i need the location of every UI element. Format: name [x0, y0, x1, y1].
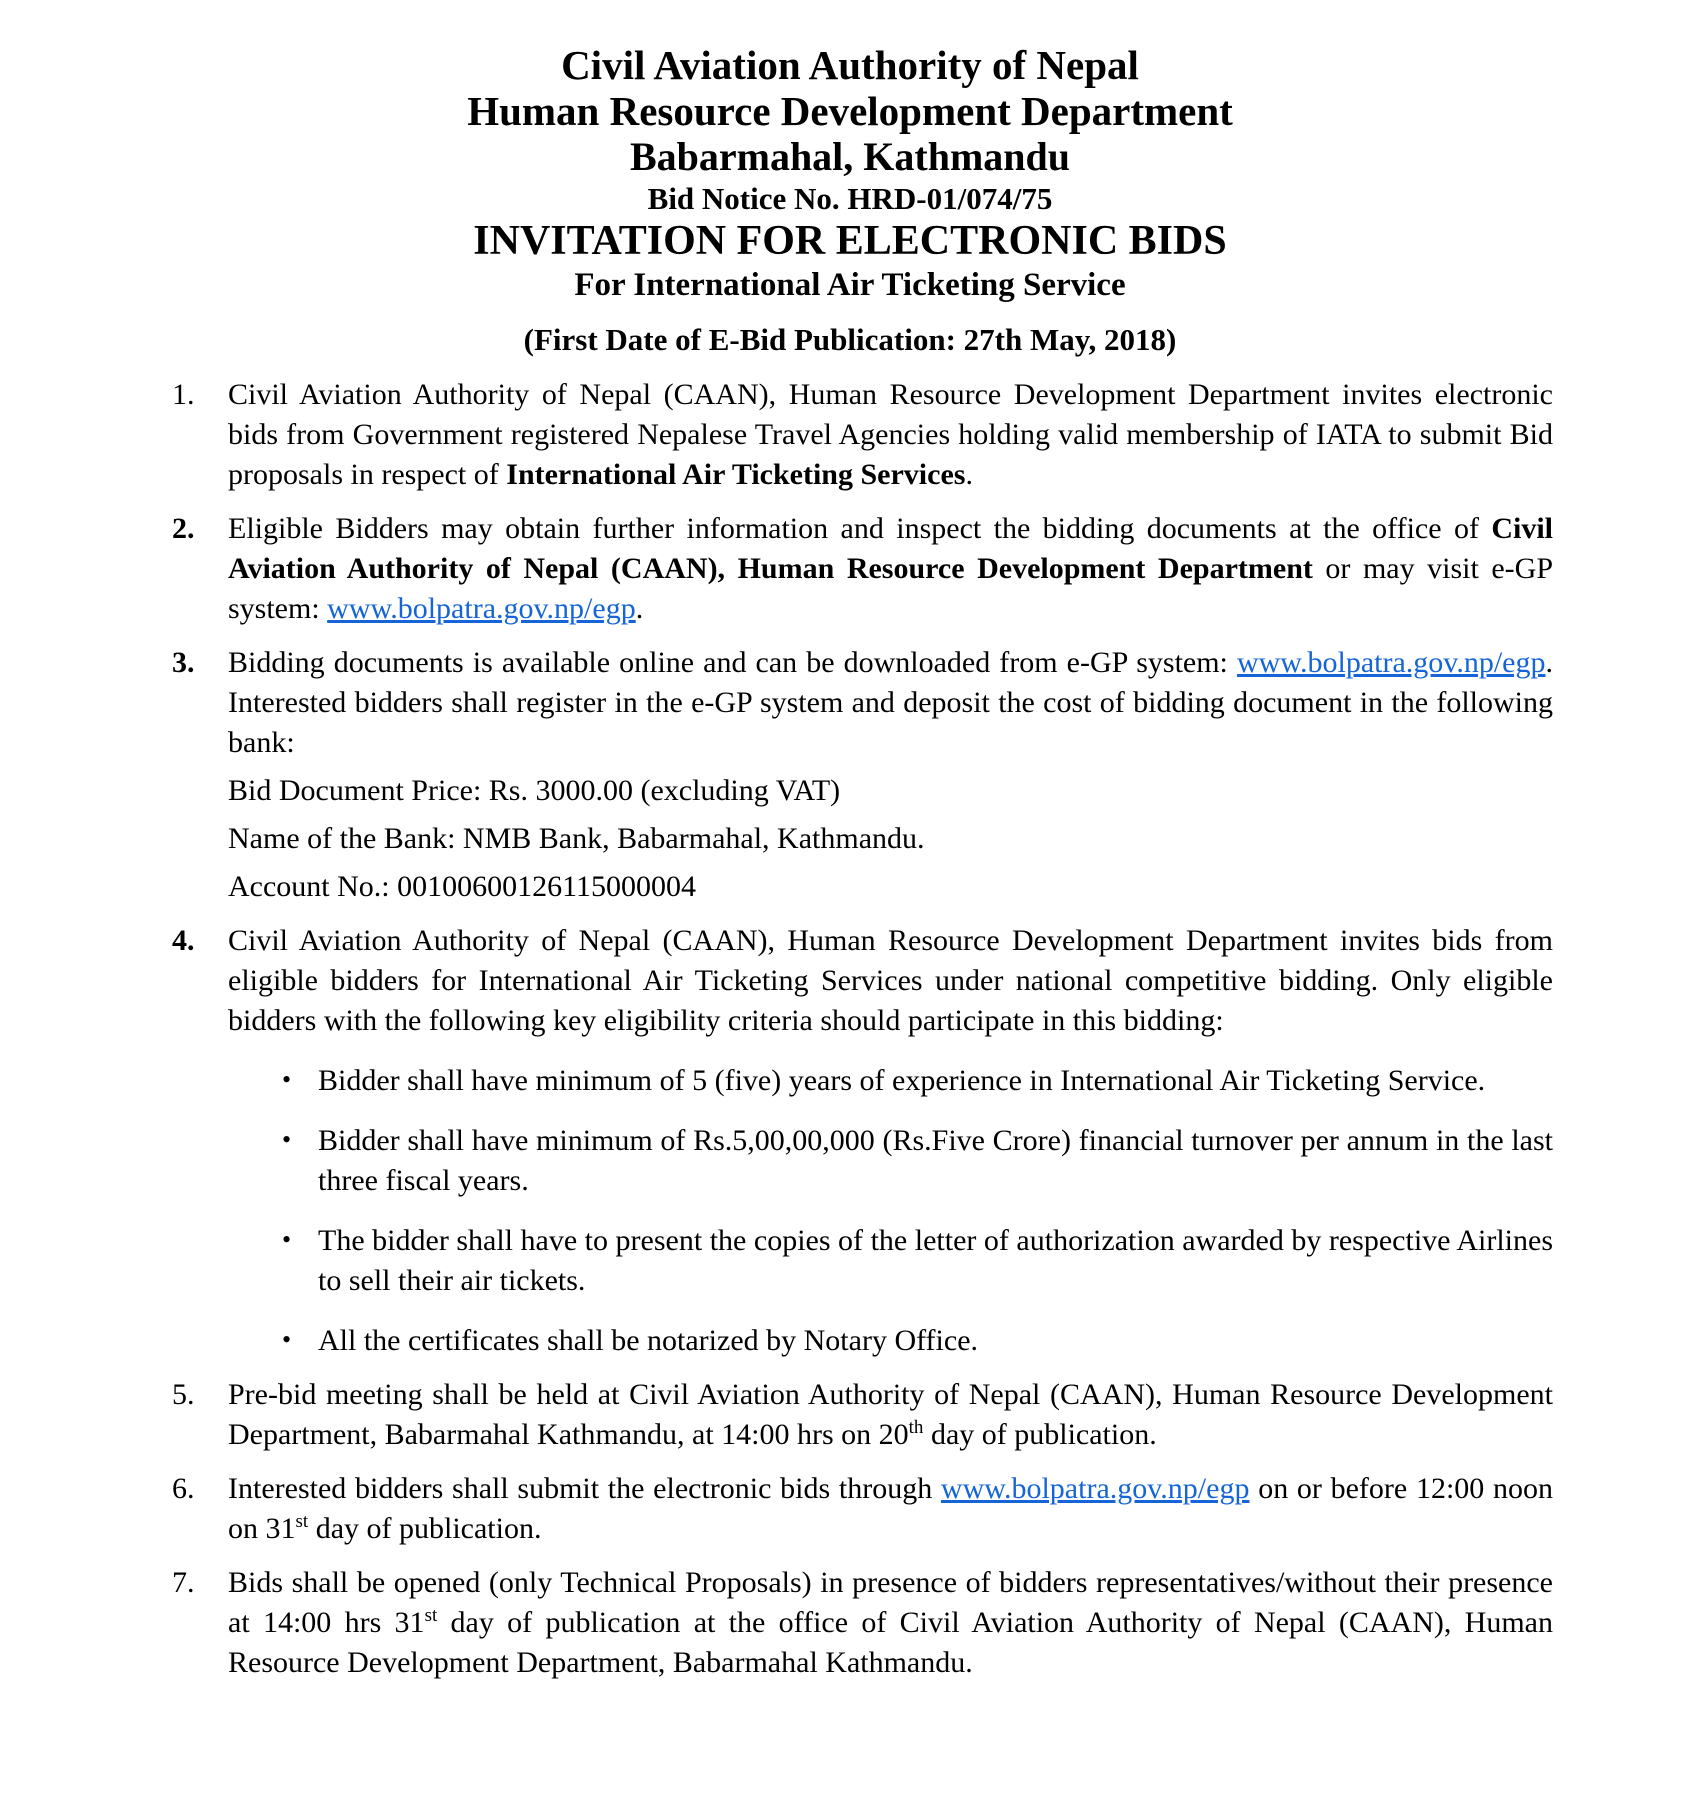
item-number: 2.: [172, 512, 195, 545]
document-body: [150, 375, 1553, 1683]
item-number: 5.: [172, 1378, 195, 1411]
text-run: Bidding documents is available online and can be downloaded from e-GP system:: [228, 646, 1237, 679]
bold-text-run: International Air Ticketing Services: [506, 458, 966, 491]
text-run: Bids shall be opened (only Technical Proposals) in presence of bidders representatives/without their presence at 14:00 hrs 31: [228, 1566, 1553, 1639]
document-header: [0, 0, 1700, 359]
bullet-text: [318, 1061, 1553, 1101]
text-run: day of publication.: [308, 1512, 542, 1545]
bullet-text: [318, 1321, 1553, 1361]
item-text: [228, 1375, 1553, 1455]
text-run: Eligible Bidders may obtain further information and inspect the bidding documents at the office of: [228, 512, 1492, 545]
numbered-item-4: [150, 921, 1553, 1041]
item-number: 6.: [172, 1472, 195, 1505]
bid-document-price: Bid Document Price: Rs. 3000.00 (excluding VAT): [228, 774, 841, 807]
item-number: 7.: [172, 1566, 195, 1599]
address-line: Babarmahal, Kathmandu: [629, 134, 1071, 179]
text-run: on or before 12:00 noon on 31: [228, 1472, 1553, 1545]
egp-link[interactable]: www.bolpatra.gov.np/egp: [1236, 646, 1546, 679]
text-run: . Interested bidders shall register in the e-GP system and deposit the cost of bidding document in the following bank:: [228, 646, 1553, 759]
item-text: [228, 1563, 1553, 1683]
bullet-icon: •: [282, 1225, 292, 1254]
numbered-item-3: [150, 643, 1553, 763]
bullet-icon: •: [282, 1125, 292, 1154]
bullet-text: [318, 1121, 1553, 1201]
text-run: or may visit e-GP system:: [228, 552, 1554, 625]
text-run: All the certificates shall be notarized by Notary Office.: [318, 1324, 979, 1357]
text-run: The bidder shall have to present the copies of the letter of authorization awarded by respective Airlines to sell their air tickets.: [318, 1224, 1553, 1297]
text-run: Pre-bid meeting shall be held at Civil Aviation Authority of Nepal (CAAN), Human Resource Development Department, Babarmahal Kathmandu, at 14:00 hrs on 20: [228, 1378, 1553, 1451]
numbered-item-1: [150, 375, 1553, 495]
invitation-title: INVITATION FOR ELECTRONIC BIDS: [473, 218, 1227, 264]
item-text: [228, 375, 1553, 495]
text-run: day of publication at the office of Civil Aviation Authority of Nepal (CAAN), Human Resource Development Department, Babarmahal Kathmandu.: [228, 1606, 1553, 1679]
bank-name: Name of the Bank: NMB Bank, Babarmahal, Kathmandu.: [228, 822, 925, 855]
bullet-icon: •: [282, 1065, 292, 1094]
bullet-item: [150, 1061, 1553, 1101]
department-name: Human Resource Development Department: [467, 88, 1233, 134]
text-run: day of publication.: [923, 1418, 1157, 1451]
text-run: Bidder shall have minimum of 5 (five) years of experience in International Air Ticketing Service.: [318, 1064, 1486, 1097]
bullet-item: [150, 1321, 1553, 1361]
service-subtitle: For International Air Ticketing Service: [574, 267, 1126, 303]
text-run: Interested bidders shall submit the electronic bids through: [228, 1472, 941, 1505]
egp-link[interactable]: www.bolpatra.gov.np/egp: [940, 1472, 1250, 1505]
item-text: [228, 921, 1553, 1041]
text-run: .: [635, 592, 644, 625]
ordinal-superscript: st: [424, 1605, 438, 1626]
numbered-item-5: [150, 1375, 1553, 1455]
numbered-item-2: [150, 509, 1553, 629]
bullet-item: [150, 1221, 1553, 1301]
item-text: [228, 1469, 1553, 1549]
item-text: [228, 643, 1553, 763]
item-number: 1.: [172, 378, 195, 411]
organization-name: Civil Aviation Authority of Nepal: [561, 42, 1139, 88]
bid-notice-number: Bid Notice No. HRD-01/074/75: [647, 181, 1053, 216]
eligibility-criteria-list: [150, 1061, 1553, 1361]
text-run: Civil Aviation Authority of Nepal (CAAN), Human Resource Development Department invites electronic bids from Government registered Nepalese Travel Agencies holding valid membership of IATA to submit Bid proposals in respect of: [228, 378, 1553, 491]
bullet-icon: •: [282, 1325, 292, 1354]
item-number: 4.: [172, 924, 195, 957]
account-number: Account No.: 00100600126115000004: [228, 870, 697, 903]
bold-text-run: Civil Aviation Authority of Nepal (CAAN), Human Resource Development Department: [228, 512, 1553, 585]
numbered-item-6: [150, 1469, 1553, 1549]
bank-details: [228, 771, 1553, 907]
bullet-text: [318, 1221, 1553, 1301]
text-run: .: [965, 458, 973, 491]
bullet-item: [150, 1121, 1553, 1201]
item-number: 3.: [172, 646, 195, 679]
ordinal-superscript: st: [295, 1511, 309, 1532]
publication-date: (First Date of E-Bid Publication: 27th May, 2018): [523, 322, 1177, 357]
numbered-item-7: [150, 1563, 1553, 1683]
item-text: [228, 509, 1553, 629]
text-run: Bidder shall have minimum of Rs.5,00,00,000 (Rs.Five Crore) financial turnover per annum in the last three fiscal years.: [318, 1124, 1553, 1197]
egp-link[interactable]: www.bolpatra.gov.np/egp: [327, 592, 636, 625]
ordinal-superscript: th: [908, 1417, 924, 1438]
text-run: Civil Aviation Authority of Nepal (CAAN), Human Resource Development Department invites bids from eligible bidders for International Air Ticketing Services under national competitive bidding. Only eligible bidders with the following key eligibility criteria should participate in this bidding:: [228, 924, 1553, 1037]
